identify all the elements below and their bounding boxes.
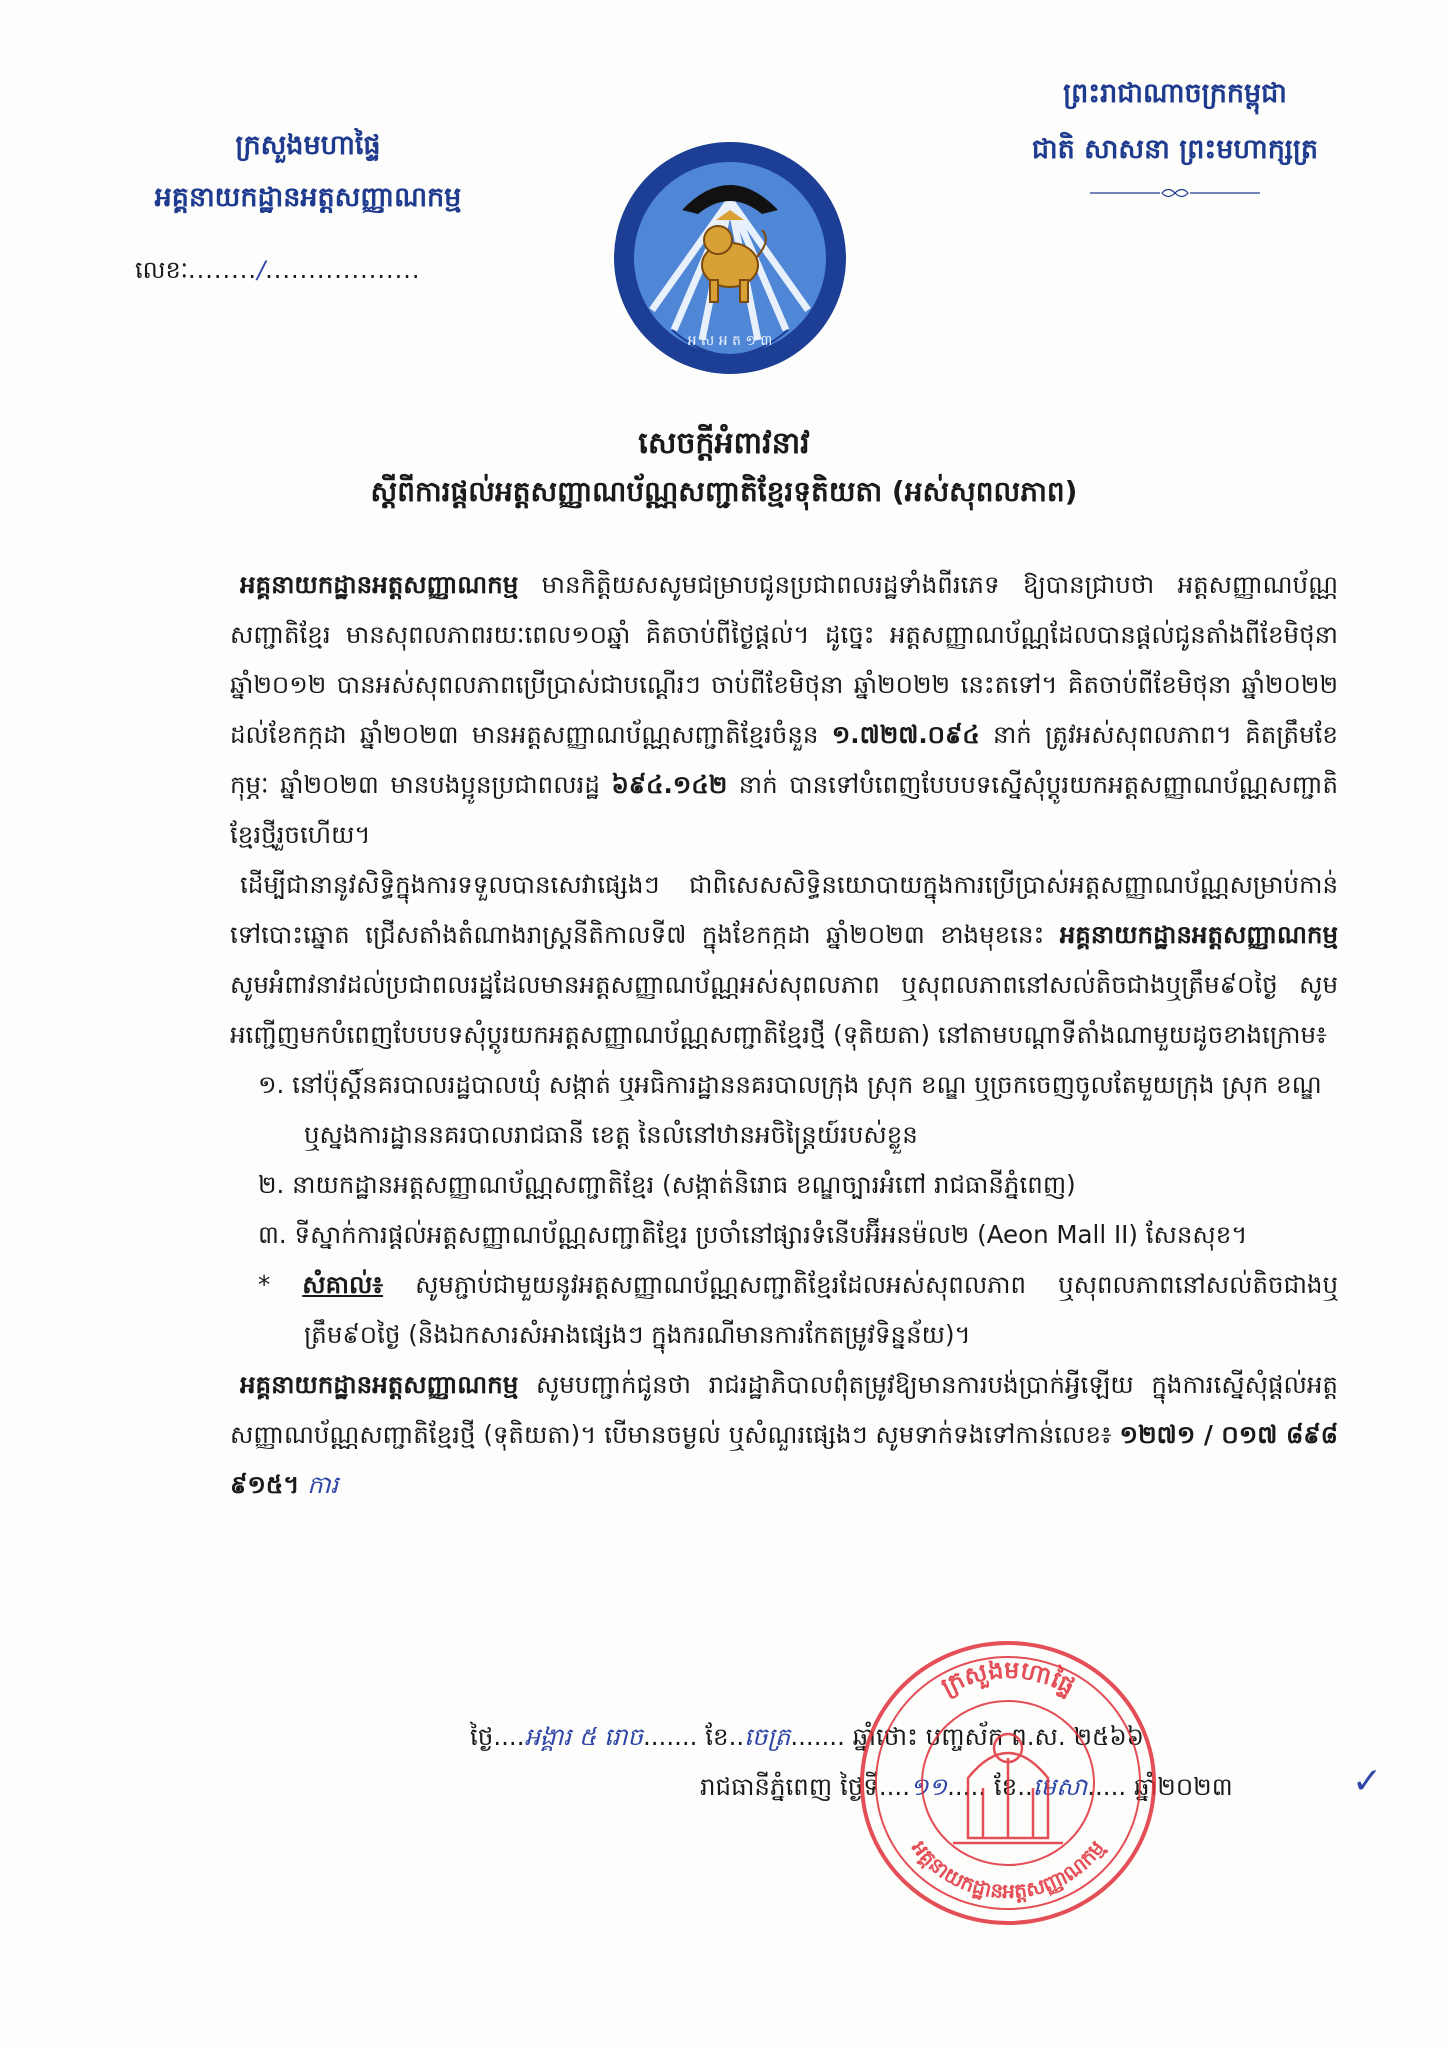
kingdom-name: ព្រះរាជាណាចក្រកម្ពុជា (1063, 78, 1287, 109)
lunar-day-handwritten: អង្គារ ៥ រោច (524, 1722, 643, 1751)
lunar-month-handwritten: ចេត្រ (744, 1722, 791, 1751)
civil-month-handwritten: មេសា (1032, 1772, 1088, 1801)
note: * សំគាល់៖ សូមភ្ជាប់ជាមួយនូវអត្តសញ្ញាណប័ណ្ណសញ្ជាតិខ្មែរដែលអស់សុពលភាព ឬសុពលភាពនៅសល់តិចជាងឬត្រឹម៩០ថ្ងៃ (និងឯកសារសំអាងផ្សេងៗ ក្នុងករណីមានការកែតម្រូវទិន្នន័យ)។ (258, 1270, 1338, 1349)
handwritten-mark: ការ (307, 1470, 339, 1499)
lunar-year: ឆ្នាំថោះ បញ្ចស័ក ព.ស. ២៥៦៦ (852, 1722, 1145, 1751)
ministry-name: ក្រសួងមហាផ្ទៃ (235, 130, 381, 161)
document-body (230, 560, 1338, 1510)
ministry-logo (612, 140, 848, 376)
stamp-text-bottom: អគ្គនាយកដ្ឋានអត្តសញ្ញាណកម្ម (907, 1835, 1109, 1904)
lunar-date: ថ្ងៃ....អង្គារ ៥ រោច....... ខែ..ចេត្រ....... ឆ្នាំថោះ បញ្ចស័ក ព.ស. ២៥៦៦ (470, 1722, 1145, 1751)
note-label: សំគាល់៖ (302, 1270, 384, 1299)
stamp-emblem-icon (953, 1734, 1063, 1843)
logo-ring-text: អ ស អ ត ១ ៣ (687, 333, 773, 349)
reference-label: លេខៈ (135, 256, 189, 284)
list-item: ២. នាយកដ្ឋានអត្តសញ្ញាណប័ណ្ណសញ្ជាតិខ្មែរ (សង្កាត់និរោធ ខណ្ឌច្បារអំពៅ រាជធានីភ្នំពេញ) (258, 1170, 1076, 1199)
official-stamp (858, 1638, 1158, 1928)
document-title: សេចក្តីអំពាវនាវ (638, 426, 810, 461)
svg-text:ក្រសួងមហាផ្ទៃ (937, 1656, 1081, 1702)
reference-handwriting: / (257, 256, 266, 284)
location-list (230, 1060, 1338, 1260)
list-item: ១. នៅប៉ុស្តិ៍នគរបាលរដ្ឋបាលឃុំ សង្កាត់ ឬអធិការដ្ឋាននគរបាលក្រុង ស្រុក ខណ្ឌ ឬច្រកចេញចូលតែមួយក្រុង ស្រុក ខណ្ឌ ឬស្នងការដ្ឋាននគរបាលរាជធានី ខេត្ត នៃលំនៅឋានអចិន្ត្រៃយ៍របស់ខ្លួន (258, 1070, 1322, 1149)
civil-date: រាជធានីភ្នំពេញ ថ្ងៃទី....១១..... ខែ..មេសា..... ឆ្នាំ២០២៣ (700, 1772, 1233, 1801)
stamp-text-top: ក្រសួងមហាផ្ទៃ (936, 1655, 1080, 1701)
national-motto: ជាតិ សាសនា ព្រះមហាក្សត្រ (1031, 134, 1319, 165)
paragraph-1: អគ្គនាយកដ្ឋានអត្តសញ្ញាណកម្ម មានកិត្តិយសសូមជម្រាបជូនប្រជាពលរដ្ឋទាំងពីរភេទ ឱ្យបានជ្រាបថា អត្តសញ្ញាណប័ណ្ណសញ្ជាតិខ្មែរ មានសុពលភាពរយៈពេល១០ឆ្នាំ គិតចាប់ពីថ្ងៃផ្តល់។ ដូច្នេះ អត្តសញ្ញាណប័ណ្ណដែលបានផ្តល់ជូនតាំងពីខែមិថុនា ឆ្នាំ២០១២ បានអស់សុពលភាពប្រើប្រាស់ជាបណ្តើរៗ ចាប់ពីខែមិថុនា ឆ្នាំ២០២២ នេះតទៅ។ គិតចាប់ពីខែមិថុនា ឆ្នាំ២០២២ ដល់ខែកក្កដា ឆ្នាំ២០២៣ មានអត្តសញ្ញាណប័ណ្ណសញ្ជាតិខ្មែរចំនួន ១.៧២៧.០៩៤ នាក់ ត្រូវអស់សុពលភាព។ គិតត្រឹមខែកុម្ភៈ ឆ្នាំ២០២៣ មានបងប្អូនប្រជាពលរដ្ឋ ៦៩៤.១៤២ នាក់ បានទៅបំពេញបែបបទស្នើសុំប្តូរយកអត្តសញ្ញាណប័ណ្ណសញ្ជាតិខ្មែរថ្មីរួចហើយ។ (230, 570, 1338, 849)
reference-number: លេខៈ......../.................. (135, 256, 421, 284)
list-item: ៣. ទីស្នាក់ការផ្តល់អត្តសញ្ញាណប័ណ្ណសញ្ជាតិខ្មែរ ប្រចាំនៅផ្សារទំនើបអ៊ីអនម៉ល២ (Aeon Mall II) សែនសុខ។ (258, 1220, 1248, 1249)
department-name: អគ្គនាយកដ្ឋានអត្តសញ្ញាណកម្ម (154, 182, 462, 213)
title-block (120, 420, 1328, 516)
header-left (128, 120, 488, 224)
header-right (975, 66, 1375, 178)
svg-text:អគ្គនាយកដ្ឋានអត្តសញ្ញាណកម្ម (907, 1836, 1109, 1904)
civil-year: ឆ្នាំ២០២៣ (1133, 1772, 1233, 1801)
document-subtitle: ស្តីពីការផ្តល់អត្តសញ្ញាណប័ណ្ណសញ្ជាតិខ្មែរទុតិយតា (អស់សុពលភាព) (370, 475, 1078, 508)
checkmark-icon: ✓ (1352, 1761, 1383, 1802)
civil-day-handwritten: ១១ (910, 1772, 948, 1801)
ornament-divider-icon (1090, 186, 1260, 200)
paragraph-3: អគ្គនាយកដ្ឋានអត្តសញ្ញាណកម្ម សូមបញ្ជាក់ជូនថា រាជរដ្ឋាភិបាលពុំតម្រូវឱ្យមានការបង់ប្រាក់អ្វីឡើយ ក្នុងការស្នើសុំផ្តល់អត្តសញ្ញាណប័ណ្ណសញ្ជាតិខ្មែរថ្មី (ទុតិយតា)។ បើមានចម្ងល់ ឬសំណួរផ្សេងៗ សូមទាក់ទងទៅកាន់លេខ៖ ១២៧១ / ០១៧ ៨៩៨ ៩១៥។ ការ (230, 1370, 1338, 1499)
hotline-number: ១២៧១ / ០១៧ ៨៩៨ ៩១៥។ (230, 1420, 1338, 1499)
paragraph-2: ដើម្បីជានានូវសិទ្ធិក្នុងការទទួលបានសេវាផ្សេងៗ ជាពិសេសសិទ្ធិនយោបាយក្នុងការប្រើប្រាស់អត្តសញ្ញាណប័ណ្ណសម្រាប់កាន់ទៅបោះឆ្នោត ជ្រើសតាំងតំណាងរាស្ត្រនីតិកាលទី៧ ក្នុងខែកក្កដា ឆ្នាំ២០២៣ ខាងមុខនេះ អគ្គនាយកដ្ឋានអត្តសញ្ញាណកម្ម សូមអំពាវនាវដល់ប្រជាពលរដ្ឋដែលមានអត្តសញ្ញាណប័ណ្ណអស់សុពលភាព ឬសុពលភាពនៅសល់តិចជាងឬត្រឹម៩០ថ្ងៃ សូមអញ្ជើញមកបំពេញបែបបទសុំប្តូរយកអត្តសញ្ញាណប័ណ្ណសញ្ជាតិខ្មែរថ្មី (ទុតិយតា) នៅតាមបណ្តាទីតាំងណាមួយដូចខាងក្រោម៖ (230, 870, 1338, 1049)
